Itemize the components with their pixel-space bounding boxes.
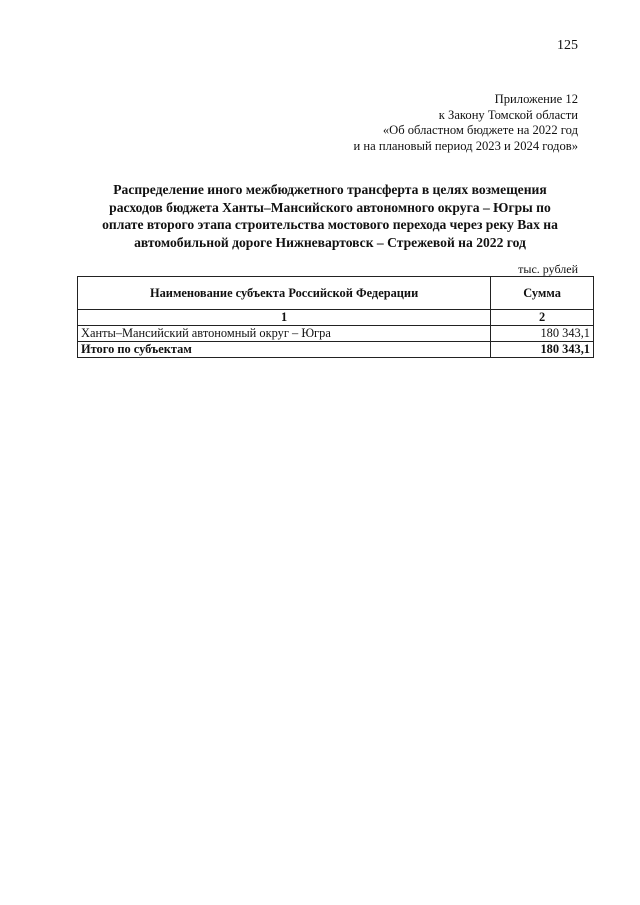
column-number-2: 2 — [491, 310, 594, 326]
document-title — [70, 181, 590, 251]
title-line: Распределение иного межбюджетного трансферта в целях возмещения — [113, 182, 547, 197]
appendix-line: к Закону Томской области — [438, 107, 578, 122]
column-number-row — [78, 310, 594, 326]
page-number: 125 — [557, 38, 578, 53]
total-sum-cell: 180 343,1 — [491, 342, 594, 358]
column-number-1: 1 — [78, 310, 491, 326]
units-label: тыс. рублей — [518, 262, 578, 276]
header-sum: Сумма — [491, 277, 594, 310]
title-line: оплате второго этапа строительства мостового перехода через реку Вах на — [102, 217, 558, 232]
title-line: автомобильной дороге Нижневартовск – Стрежевой на 2022 год — [134, 234, 526, 250]
appendix-line: и на плановый период 2023 и 2024 годов» — [353, 138, 578, 153]
total-label-cell: Итого по субъектам — [78, 342, 491, 358]
header-subject-name: Наименование субъекта Российской Федерации — [78, 277, 491, 310]
appendix-line: Приложение 12 — [494, 92, 578, 106]
appendix-line: «Об областном бюджете на 2022 год — [382, 123, 578, 137]
subject-sum-cell: 180 343,1 — [491, 326, 594, 342]
title-line: расходов бюджета Ханты–Мансийского автономного округа – Югры по — [109, 199, 551, 215]
appendix-block — [354, 92, 578, 154]
table-row — [78, 326, 594, 342]
subject-name-cell: Ханты–Мансийский автономный округ – Югра — [78, 326, 491, 342]
distribution-table — [77, 276, 594, 358]
table-header-row — [78, 277, 594, 310]
total-row — [78, 342, 594, 358]
